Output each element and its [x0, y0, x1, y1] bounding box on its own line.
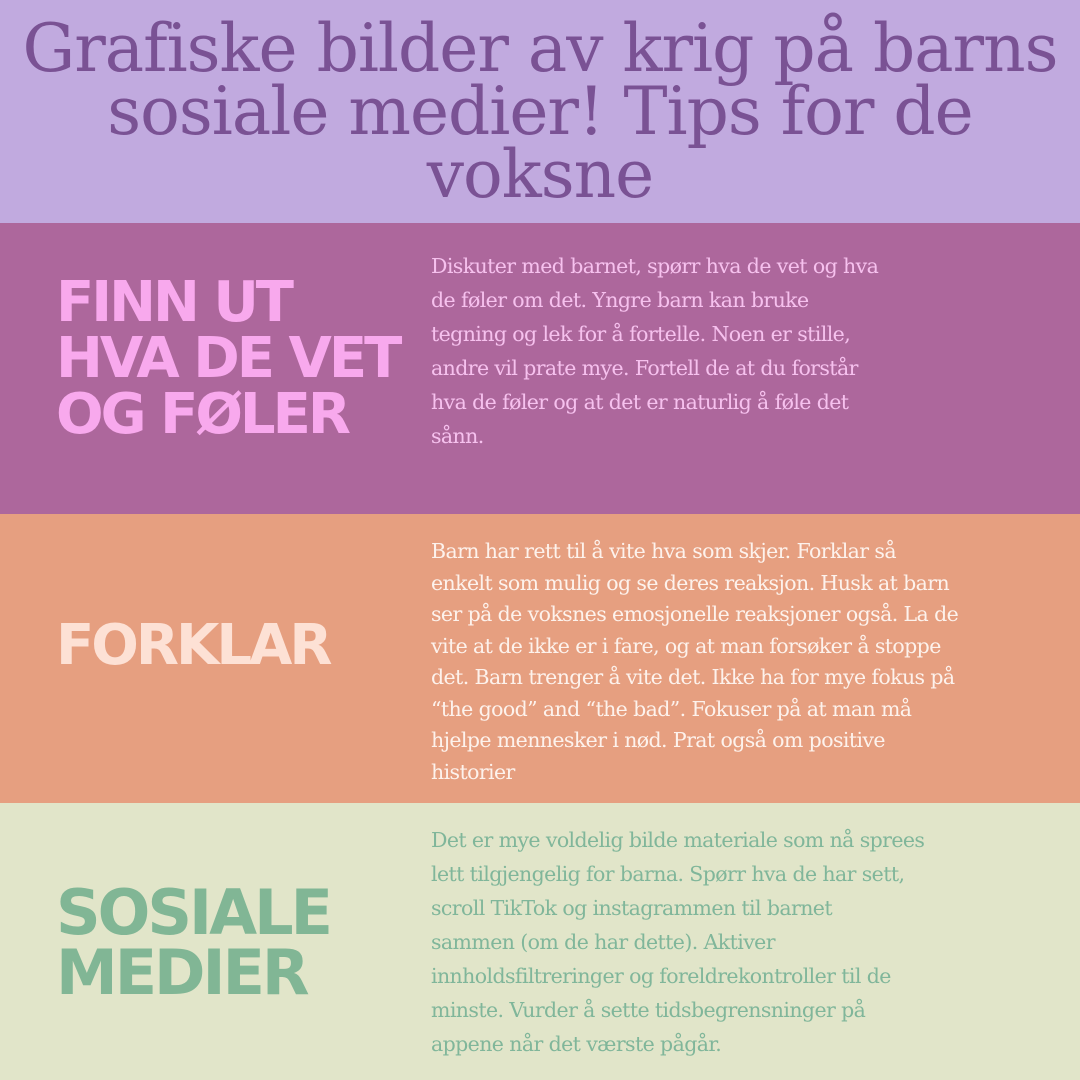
section-body: Barn har rett til å vite hva som skjer. Forklar så enkelt som mulig og se deres reaksjon. Husk at barn ser på de voksnes emosjonelle reaksjoner også. La de vite at de ikke er i fare, og at man forsøker å stoppe det. Barn trenger å vite det. Ikke ha for mye fokus på “the good” and “the bad”. Fokuser på at man må hjelpe mennesker i nød. Prat også om positive historier: [431, 539, 959, 784]
section-body: Diskuter med barnet, spørr hva de vet og hva de føler om det. Yngre barn kan bruke tegning og lek for å fortelle. Noen er stille, andre vil prate mye. Fortell de at du forstår hva de føler og at det er naturlig å føle det sånn.: [431, 254, 879, 448]
section-sosiale-medier: [0, 803, 1080, 1080]
section-forklar: [0, 514, 1080, 803]
section-heading: FORKLAR: [56, 613, 330, 678]
page-title: Grafiske bilder av krig på barns sosiale medier! Tips for de voksne: [22, 10, 1058, 213]
section-finn-ut: [0, 223, 1080, 514]
section-body: Det er mye voldelig bilde materiale som nå sprees lett tilgjengelig for barna. Spørr hva de har sett, scroll TikTok og instagrammen til barnet sammen (om de har dette). Aktiver innholdsfiltreringer og foreldrekontroller til de minste. Vurder å sette tidsbegrensninger på appene når det værste pågår.: [431, 828, 925, 1056]
section-heading: FINN UT HVA DE VET OG FØLER: [56, 270, 400, 447]
section-heading: SOSIALE MEDIER: [56, 876, 330, 1009]
header-banner: [0, 0, 1080, 223]
